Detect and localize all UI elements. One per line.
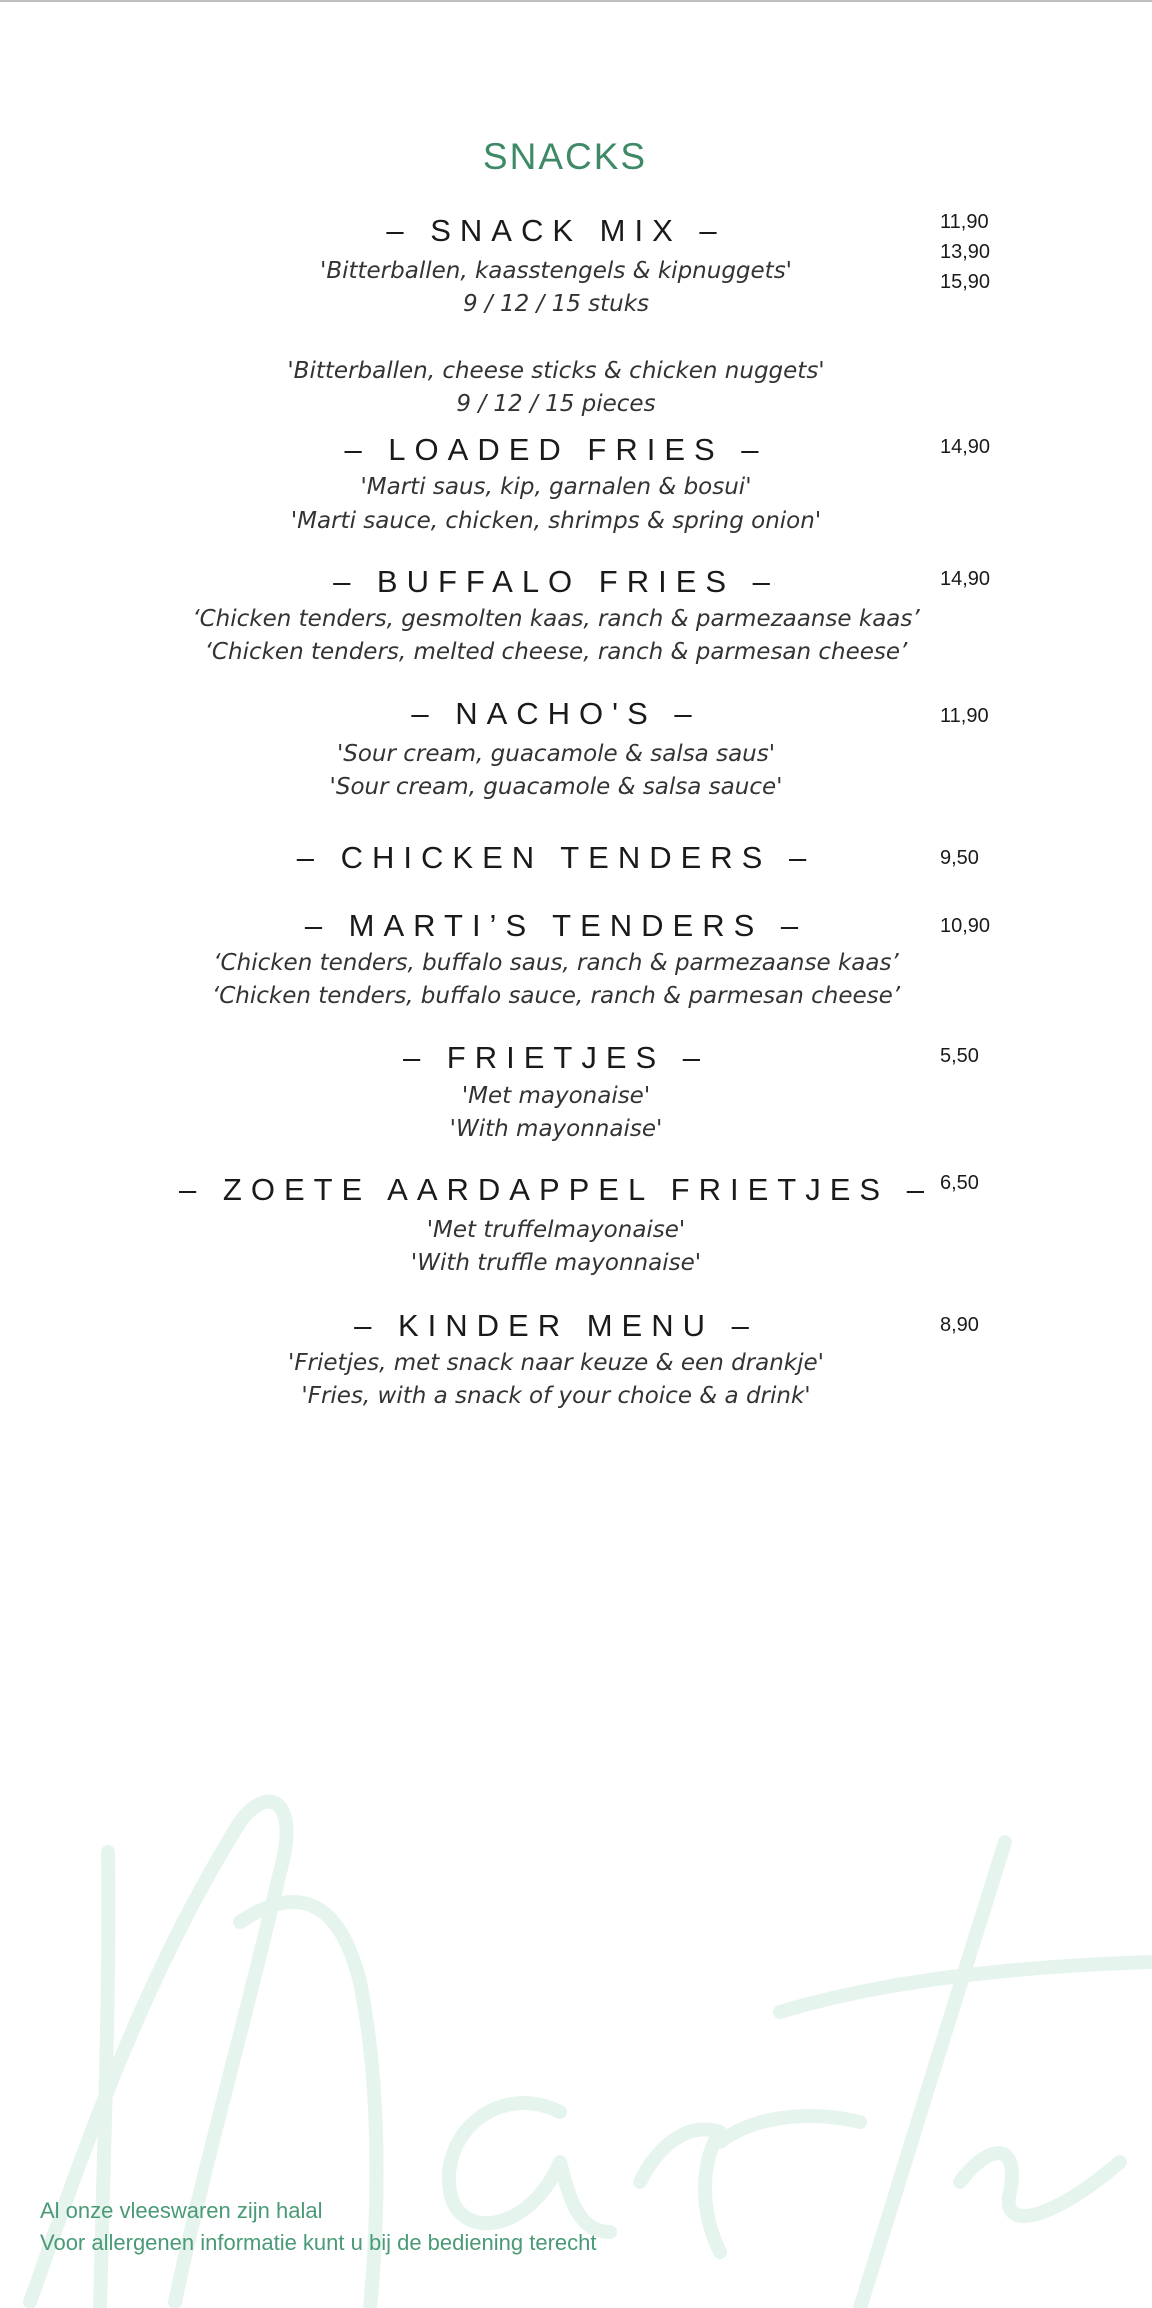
item-description: 'With truffle mayonnaise' [410, 1250, 702, 1276]
item-name-frietjes: – FRIETJES – [402, 1040, 710, 1075]
item-description: ‘Chicken tenders, buffalo sauce, ranch & parmesan cheese’ [211, 983, 901, 1009]
item-description: 'Marti sauce, chicken, shrimps & spring onion' [290, 508, 822, 534]
allergen-note: Voor allergenen informatie kunt u bij de bediening terecht [40, 2230, 597, 2255]
item-name-snack-mix: – SNACK MIX – [386, 213, 726, 248]
item-description: ‘Chicken tenders, buffalo saus, ranch & parmezaanse kaas’ [213, 950, 899, 976]
item-price: 14,90 [940, 436, 991, 458]
item-description: 'Marti saus, kip, garnalen & bosui' [360, 474, 752, 500]
item-price: 5,50 [940, 1045, 979, 1067]
halal-note: Al onze vleeswaren zijn halal [40, 2198, 323, 2223]
item-name-kinder-menu: – KINDER MENU – [354, 1308, 758, 1343]
item-description: 'Met mayonaise' [461, 1083, 651, 1109]
item-description: 'With mayonnaise' [449, 1116, 663, 1142]
item-price: 11,90 [940, 705, 989, 727]
item-description: 'Fries, with a snack of your choice & a drink' [301, 1383, 811, 1409]
item-price: 9,50 [940, 847, 979, 869]
item-name-loaded-fries: – LOADED FRIES – [344, 432, 768, 467]
item-price: 13,90 [940, 241, 991, 263]
item-description: 'Bitterballen, kaasstengels & kipnuggets' [320, 258, 792, 284]
item-description: 9 / 12 / 15 stuks [462, 291, 650, 317]
item-price: 6,50 [940, 1172, 979, 1194]
item-description: 'Bitterballen, cheese sticks & chicken nuggets' [287, 358, 825, 384]
item-description: 'Met truffelmayonaise' [426, 1217, 686, 1243]
item-description: 'Sour cream, guacamole & salsa sauce' [329, 774, 783, 800]
item-price: 8,90 [940, 1314, 979, 1336]
item-name-martis-tenders: – MARTI’S TENDERS – [304, 908, 808, 943]
item-name-chicken-tenders: – CHICKEN TENDERS – [296, 840, 816, 875]
item-name-zoete-aardappel-frietjes: – ZOETE AARDAPPEL FRIETJES – [179, 1172, 933, 1207]
item-price: 15,90 [940, 271, 991, 293]
item-price: 10,90 [940, 915, 991, 937]
item-name-nachos: – NACHO'S – [411, 696, 701, 731]
item-price: 11,90 [940, 211, 989, 233]
item-description: ‘Chicken tenders, melted cheese, ranch & parmesan cheese’ [204, 639, 908, 665]
item-description: 9 / 12 / 15 pieces [456, 391, 656, 417]
item-price: 14,90 [940, 568, 991, 590]
item-description: 'Frietjes, met snack naar keuze & een drankje' [288, 1350, 824, 1376]
item-description: 'Sour cream, guacamole & salsa saus' [336, 741, 776, 767]
page-title: SNACKS [482, 136, 648, 177]
item-name-buffalo-fries: – BUFFALO FRIES – [333, 564, 779, 599]
item-description: ‘Chicken tenders, gesmolten kaas, ranch & parmezaanse kaas’ [192, 606, 920, 632]
